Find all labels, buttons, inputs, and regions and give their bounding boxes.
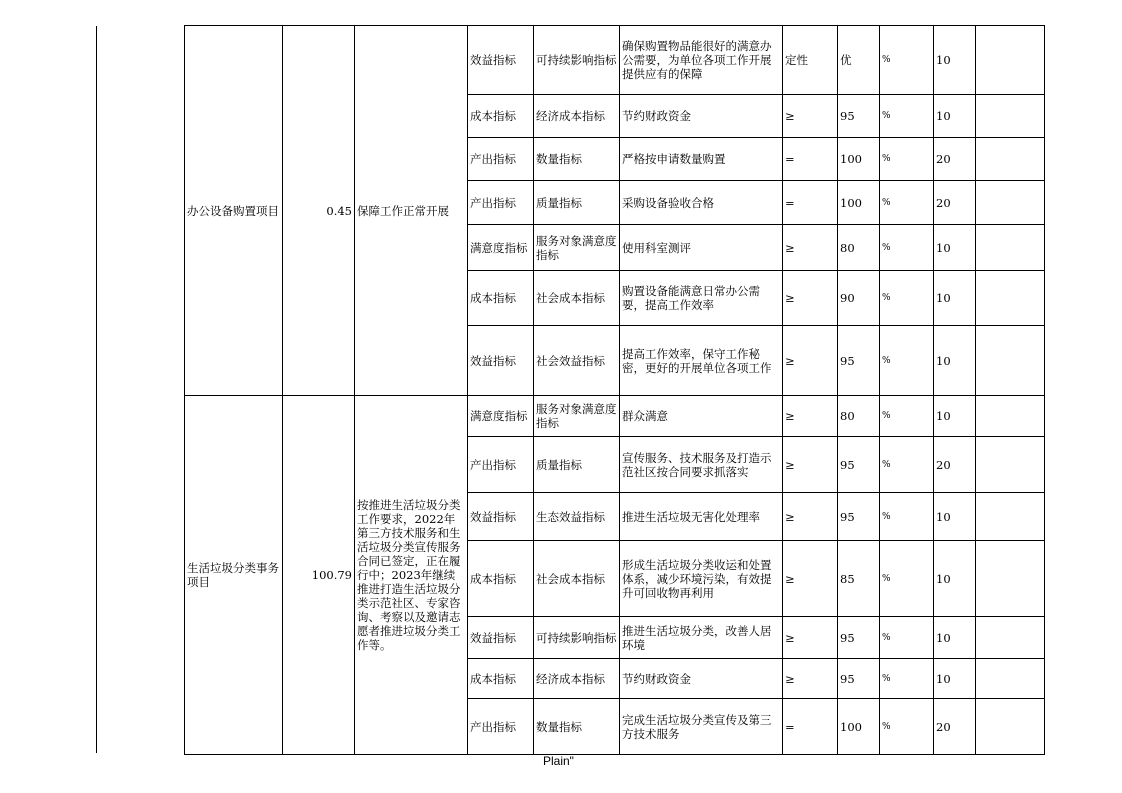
- indicator-remark-cell: [976, 271, 1045, 326]
- table-row: [185, 396, 1045, 437]
- indicator-level2-cell: 社会成本指标: [534, 271, 620, 326]
- indicator-level1-cell: 成本指标: [468, 541, 534, 617]
- indicator-level1-cell: 成本指标: [468, 659, 534, 699]
- indicator-weight-cell: 10: [934, 326, 976, 396]
- footer-text: Plain": [543, 754, 574, 768]
- indicator-unit-cell: %: [880, 699, 934, 755]
- indicator-remark-cell: [976, 326, 1045, 396]
- indicator-content-cell: 群众满意: [620, 396, 783, 437]
- indicator-content-cell: 采购设备验收合格: [620, 181, 783, 225]
- indicator-remark-cell: [976, 699, 1045, 755]
- indicator-level2-cell: 经济成本指标: [534, 95, 620, 138]
- indicator-level2-cell: 社会效益指标: [534, 326, 620, 396]
- indicator-level1-cell: 产出指标: [468, 181, 534, 225]
- indicator-unit-cell: %: [880, 493, 934, 541]
- indicator-level2-cell: 数量指标: [534, 699, 620, 755]
- project-name-cell: 生活垃圾分类事务项目: [185, 396, 283, 755]
- indicator-content-cell: 严格按申请数量购置: [620, 138, 783, 181]
- indicator-level2-cell: 服务对象满意度指标: [534, 225, 620, 271]
- indicator-remark-cell: [976, 493, 1045, 541]
- indicator-unit-cell: %: [880, 541, 934, 617]
- indicator-level1-cell: 满意度指标: [468, 225, 534, 271]
- indicator-weight-cell: 10: [934, 659, 976, 699]
- indicator-level1-cell: 满意度指标: [468, 396, 534, 437]
- indicator-value-cell: 95: [838, 437, 880, 493]
- indicator-operator-cell: =: [783, 138, 838, 181]
- indicator-value-cell: 95: [838, 617, 880, 659]
- indicator-unit-cell: %: [880, 326, 934, 396]
- indicator-level1-cell: 产出指标: [468, 699, 534, 755]
- indicator-level2-cell: 经济成本指标: [534, 659, 620, 699]
- indicator-operator-cell: ≥: [783, 326, 838, 396]
- indicator-operator-cell: 定性: [783, 26, 838, 95]
- indicator-content-cell: 形成生活垃圾分类收运和处置体系，减少环境污染，有效提升可回收物再利用: [620, 541, 783, 617]
- indicator-level2-cell: 服务对象满意度指标: [534, 396, 620, 437]
- indicator-value-cell: 100: [838, 181, 880, 225]
- indicator-content-cell: 宣传服务、技术服务及打造示范社区按合同要求抓落实: [620, 437, 783, 493]
- indicator-operator-cell: ≥: [783, 437, 838, 493]
- indicator-unit-cell: %: [880, 181, 934, 225]
- indicator-remark-cell: [976, 541, 1045, 617]
- indicator-weight-cell: 20: [934, 138, 976, 181]
- indicator-weight-cell: 10: [934, 95, 976, 138]
- indicator-remark-cell: [976, 181, 1045, 225]
- indicator-operator-cell: ≥: [783, 225, 838, 271]
- indicator-value-cell: 100: [838, 138, 880, 181]
- indicator-operator-cell: =: [783, 181, 838, 225]
- indicator-weight-cell: 10: [934, 396, 976, 437]
- indicator-value-cell: 95: [838, 326, 880, 396]
- indicator-level2-cell: 可持续影响指标: [534, 26, 620, 95]
- performance-indicator-table: [184, 25, 1045, 755]
- indicator-level1-cell: 产出指标: [468, 138, 534, 181]
- indicator-remark-cell: [976, 225, 1045, 271]
- indicator-remark-cell: [976, 617, 1045, 659]
- indicator-operator-cell: ≥: [783, 659, 838, 699]
- indicator-level1-cell: 产出指标: [468, 437, 534, 493]
- project-goal-cell: 保障工作正常开展: [355, 26, 468, 396]
- indicator-unit-cell: %: [880, 617, 934, 659]
- project-amount-cell: 0.45: [283, 26, 355, 396]
- indicator-remark-cell: [976, 26, 1045, 95]
- indicator-value-cell: 优: [838, 26, 880, 95]
- indicator-level1-cell: 效益指标: [468, 26, 534, 95]
- table-row: [185, 26, 1045, 95]
- indicator-level2-cell: 质量指标: [534, 181, 620, 225]
- indicator-content-cell: 确保购置物品能很好的满意办公需要，为单位各项工作开展提供应有的保障: [620, 26, 783, 95]
- indicator-weight-cell: 10: [934, 541, 976, 617]
- indicator-level1-cell: 成本指标: [468, 95, 534, 138]
- indicator-level2-cell: 社会成本指标: [534, 541, 620, 617]
- indicator-level1-cell: 效益指标: [468, 326, 534, 396]
- indicator-content-cell: 使用科室测评: [620, 225, 783, 271]
- indicator-unit-cell: %: [880, 138, 934, 181]
- indicator-weight-cell: 10: [934, 271, 976, 326]
- indicator-unit-cell: %: [880, 437, 934, 493]
- project-goal-cell: 按推进生活垃圾分类工作要求，2022年第三方技术服务和生活垃圾分类宣传服务合同已签定，正在履行中；2023年继续推进打造生活垃圾分类示范社区、专家咨询、考察以及邀请志愿者推进垃圾分类工作等。: [355, 396, 468, 755]
- indicator-weight-cell: 10: [934, 617, 976, 659]
- indicator-weight-cell: 10: [934, 26, 976, 95]
- indicator-level1-cell: 成本指标: [468, 271, 534, 326]
- indicator-operator-cell: ≥: [783, 271, 838, 326]
- indicator-remark-cell: [976, 396, 1045, 437]
- indicator-weight-cell: 20: [934, 181, 976, 225]
- project-name-cell: 办公设备购置项目: [185, 26, 283, 396]
- indicator-weight-cell: 20: [934, 699, 976, 755]
- indicator-content-cell: 节约财政资金: [620, 659, 783, 699]
- indicator-content-cell: 提高工作效率，保守工作秘密，更好的开展单位各项工作: [620, 326, 783, 396]
- indicator-value-cell: 95: [838, 493, 880, 541]
- indicator-weight-cell: 10: [934, 225, 976, 271]
- indicator-operator-cell: ≥: [783, 617, 838, 659]
- indicator-weight-cell: 20: [934, 437, 976, 493]
- indicator-content-cell: 节约财政资金: [620, 95, 783, 138]
- indicator-level2-cell: 可持续影响指标: [534, 617, 620, 659]
- indicator-value-cell: 80: [838, 396, 880, 437]
- left-margin-rule: [96, 26, 97, 753]
- project-amount-cell: 100.79: [283, 396, 355, 755]
- indicator-unit-cell: %: [880, 95, 934, 138]
- indicator-level2-cell: 质量指标: [534, 437, 620, 493]
- indicator-operator-cell: ≥: [783, 95, 838, 138]
- indicator-value-cell: 90: [838, 271, 880, 326]
- indicator-remark-cell: [976, 95, 1045, 138]
- indicator-content-cell: 推进生活垃圾分类，改善人居环境: [620, 617, 783, 659]
- indicator-value-cell: 95: [838, 95, 880, 138]
- indicator-unit-cell: %: [880, 271, 934, 326]
- indicator-content-cell: 完成生活垃圾分类宣传及第三方技术服务: [620, 699, 783, 755]
- indicator-value-cell: 100: [838, 699, 880, 755]
- indicator-remark-cell: [976, 138, 1045, 181]
- indicator-level1-cell: 效益指标: [468, 617, 534, 659]
- indicator-operator-cell: ≥: [783, 541, 838, 617]
- indicator-remark-cell: [976, 659, 1045, 699]
- indicator-content-cell: 推进生活垃圾无害化处理率: [620, 493, 783, 541]
- indicator-unit-cell: %: [880, 26, 934, 95]
- indicator-unit-cell: %: [880, 659, 934, 699]
- indicator-level1-cell: 效益指标: [468, 493, 534, 541]
- indicator-value-cell: 85: [838, 541, 880, 617]
- indicator-value-cell: 80: [838, 225, 880, 271]
- table-body: [185, 26, 1045, 755]
- indicator-level2-cell: 生态效益指标: [534, 493, 620, 541]
- indicator-value-cell: 95: [838, 659, 880, 699]
- indicator-content-cell: 购置设备能满意日常办公需要，提高工作效率: [620, 271, 783, 326]
- indicator-operator-cell: ≥: [783, 396, 838, 437]
- indicator-remark-cell: [976, 437, 1045, 493]
- indicator-weight-cell: 10: [934, 493, 976, 541]
- indicator-operator-cell: =: [783, 699, 838, 755]
- indicator-unit-cell: %: [880, 396, 934, 437]
- indicator-level2-cell: 数量指标: [534, 138, 620, 181]
- indicator-operator-cell: ≥: [783, 493, 838, 541]
- indicator-unit-cell: %: [880, 225, 934, 271]
